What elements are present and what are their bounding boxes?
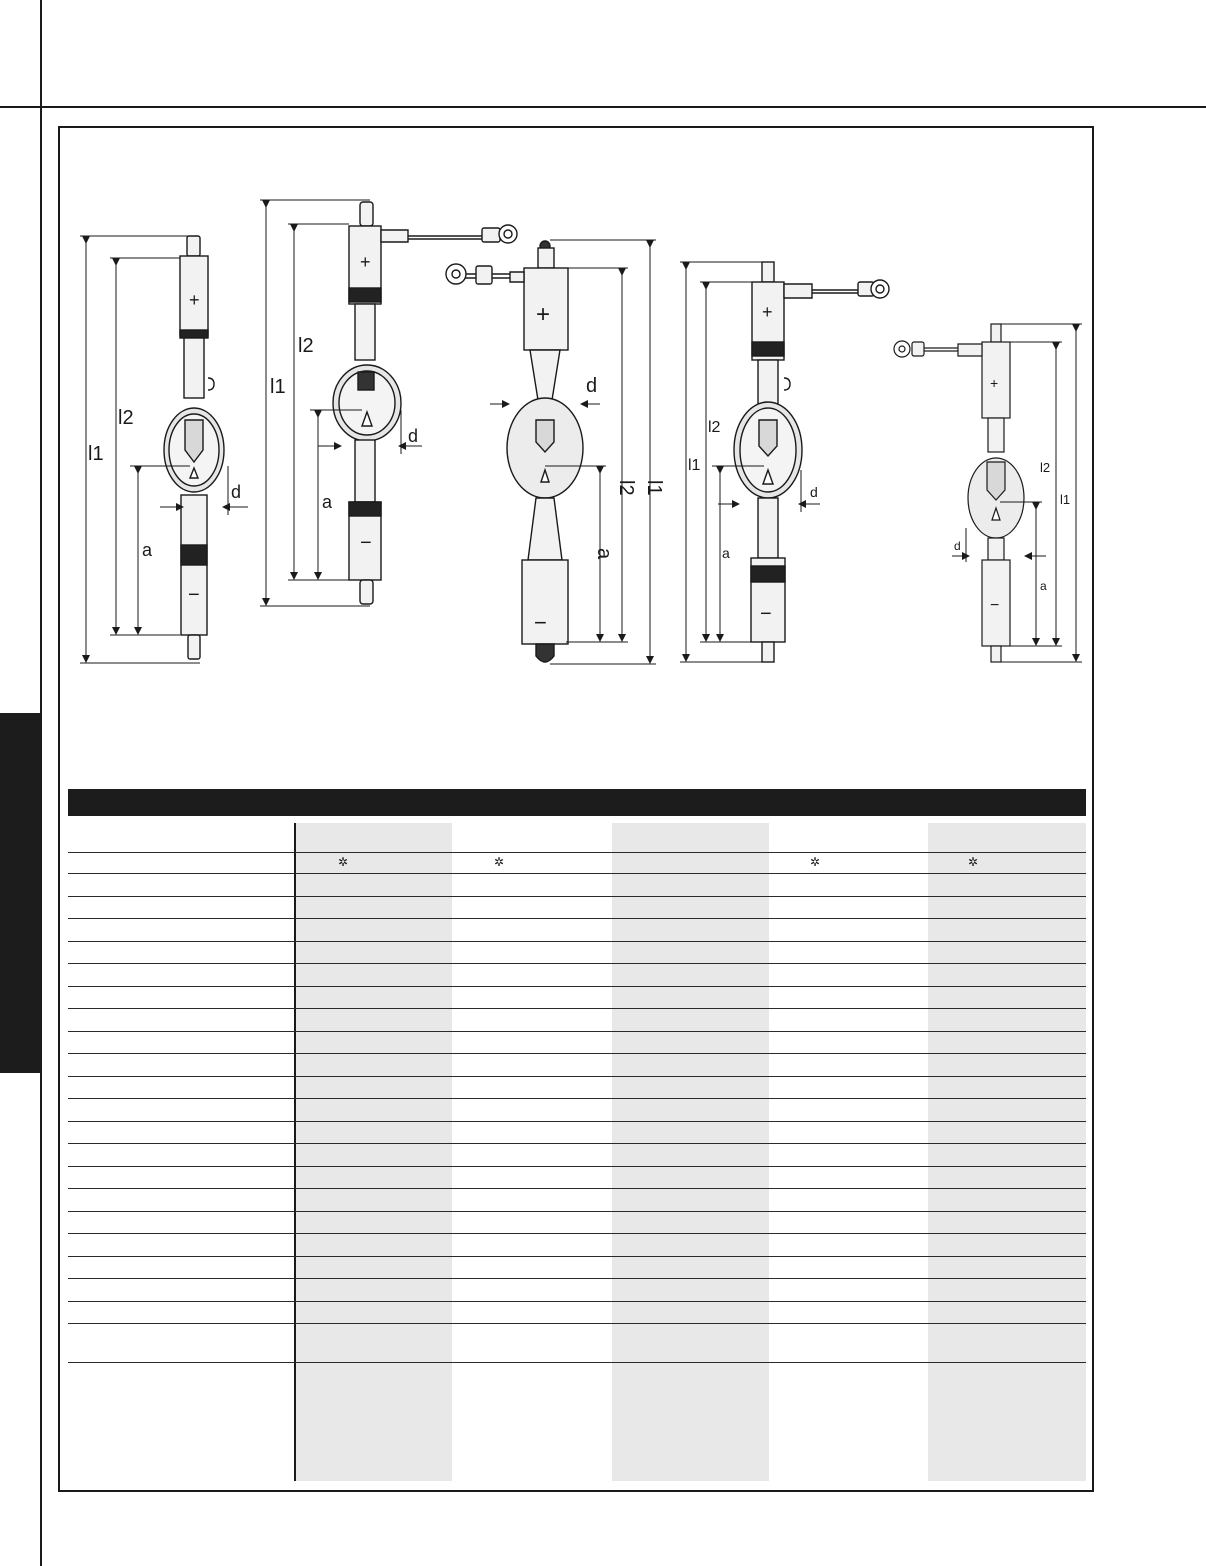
table-row-rule: [68, 986, 1086, 987]
table-row-rule: [68, 1076, 1086, 1077]
table-row-rule: [68, 873, 1086, 874]
lamp-5-anode-label: +: [990, 375, 999, 391]
lamp-5-cathode-label: −: [990, 597, 1000, 614]
lamp-1-l2-label: l2: [118, 407, 134, 429]
lamp-drawing-4: [734, 262, 889, 662]
lamp-4-d-label: d: [810, 484, 818, 500]
table-row-rule: [68, 1008, 1086, 1009]
lamp-2-l1-label: l1: [270, 376, 286, 398]
lamp-3-a-label: a: [593, 548, 615, 560]
table-row-rule: [68, 1256, 1086, 1257]
table-row-rule: [68, 1362, 1086, 1363]
lamp-1-cathode-label: −: [188, 584, 200, 606]
gear-icon: ✲: [968, 855, 979, 869]
lamp-1-d-label: d: [231, 482, 242, 502]
lamp-2-a-label: a: [322, 492, 333, 512]
lamp-4-l1-label: l1: [688, 457, 701, 474]
lamp-2-cathode-label: −: [360, 532, 372, 554]
gear-icon: ✲: [338, 855, 349, 869]
table-row-rule: [68, 1233, 1086, 1234]
lamp-4-a-label: a: [722, 545, 730, 561]
table-row-rule: [68, 1211, 1086, 1212]
lamp-1-a-label: a: [142, 540, 153, 560]
table-header-bar: [68, 789, 1086, 816]
table-column-shade-1: [296, 823, 452, 1481]
lamp-2-anode-label: +: [360, 252, 371, 272]
table-label-column-rule: [294, 823, 296, 1481]
table-column-shade-3: [612, 823, 769, 1481]
table-row-rule: [68, 896, 1086, 897]
table-row-rule: [68, 1278, 1086, 1279]
lamp-drawing-3: [446, 241, 583, 662]
table-row-rule: [68, 1323, 1086, 1324]
lamp-3-anode-label: +: [536, 301, 551, 328]
lamp-4-cathode-label: −: [760, 603, 772, 625]
lamp-1-l1-label: l1: [88, 443, 104, 465]
lamp-3-d-label: d: [586, 375, 598, 397]
table-row-rule: [68, 1121, 1086, 1122]
lamp-2-d-label: d: [408, 426, 419, 446]
table-row-rule: [68, 1188, 1086, 1189]
lamp-5-l2-label: l2: [1040, 460, 1051, 475]
lamp-5-d-label: d: [954, 539, 961, 553]
lamp-3-l1-label: l1: [643, 480, 665, 496]
table-row-rule: [68, 1031, 1086, 1032]
table-row-rule: [68, 1301, 1086, 1302]
lamp-5-a-label: a: [1040, 579, 1047, 593]
table-row-rule: [68, 1143, 1086, 1144]
lamp-drawings: [0, 0, 1206, 780]
table-column-shade-5: [928, 823, 1086, 1481]
table-row-rule: [68, 963, 1086, 964]
table-row-rule: [68, 852, 1086, 853]
lamp-2-l2-label: l2: [298, 335, 314, 357]
table-row-rule: [68, 1166, 1086, 1167]
gear-icon: ✲: [494, 855, 505, 869]
table-row-rule: [68, 918, 1086, 919]
lamp-1-anode-label: +: [189, 290, 200, 310]
lamp-3-l2-label: l2: [615, 480, 637, 496]
lamp-3-cathode-label: −: [534, 610, 547, 635]
lamp-4-anode-label: +: [762, 302, 773, 322]
table-row-rule: [68, 941, 1086, 942]
lamp-4-l2-label: l2: [708, 419, 721, 436]
gear-icon: ✲: [810, 855, 821, 869]
table-row-rule: [68, 1098, 1086, 1099]
table-row-rule: [68, 1053, 1086, 1054]
lamp-drawing-5: [894, 324, 1024, 662]
lamp-5-l1-label: l1: [1060, 492, 1071, 507]
